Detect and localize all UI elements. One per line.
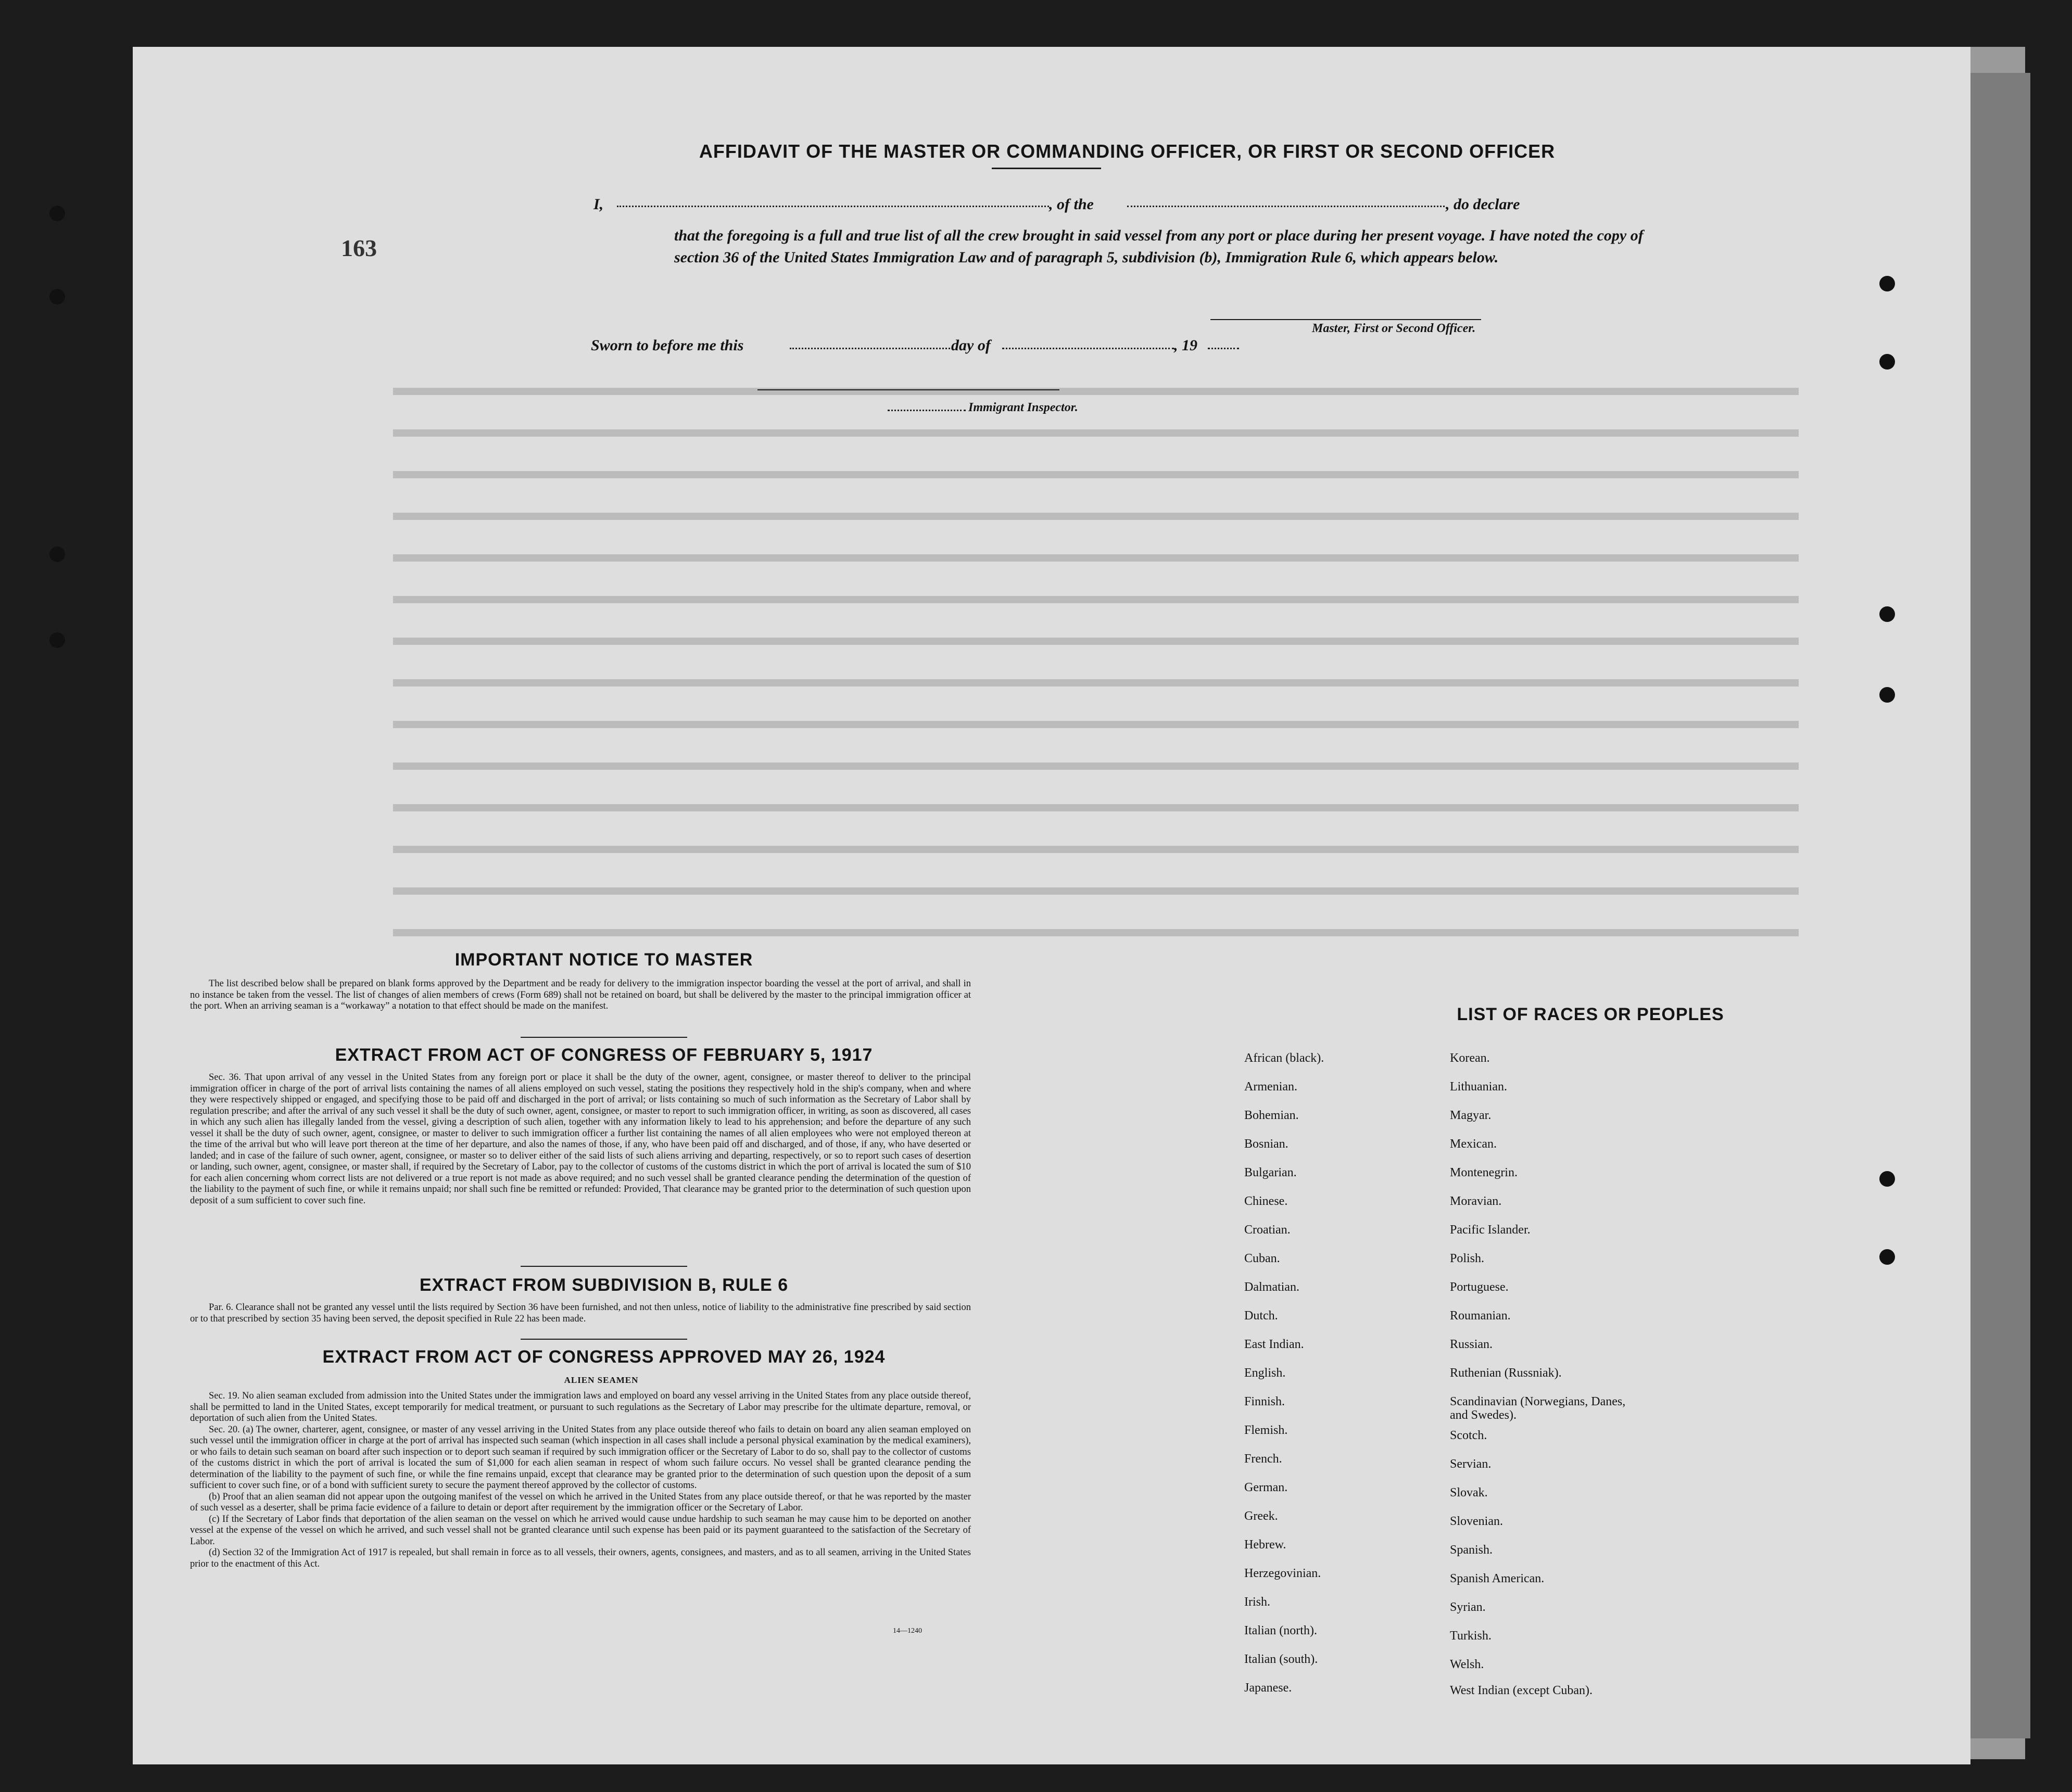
page-number: 163 [341, 235, 377, 261]
binder-hole [1879, 1171, 1895, 1187]
race-item: West Indian (except Cuban). [1450, 1684, 1593, 1697]
race-item: African (black). [1244, 1051, 1324, 1065]
bleed-through [393, 929, 1799, 936]
bleed-through [393, 554, 1799, 562]
day-of-label: day of [951, 337, 991, 354]
race-item: Slovenian. [1450, 1515, 1503, 1528]
divider [521, 1037, 687, 1038]
sec-20c-paragraph: (c) If the Secretary of Labor finds that deportation of the alien seaman on the vessel on which he arrived would cause undue hardship to such seaman he may cause him to be deported on another vessel at the expense of the vessel on which he arrived, and such vessel shall not be granted clearance until such expense has been paid or its payment guaranteed to the satisfaction of the Secretary of Labor. [190, 1514, 971, 1547]
sec-20b-paragraph: (b) Proof that an alien seaman did not appear upon the outgoing manifest of the vessel on which he arrived in the United States from any place outside thereof, or that he was reported by the master of such vessel as a deserter, shall be prima facie evidence of a failure to detain or deport after requirement by the immigration officer or the Secretary of Labor. [190, 1491, 971, 1513]
race-item: German. [1244, 1481, 1288, 1494]
binder-hole [1879, 354, 1895, 370]
race-item: Lithuanian. [1450, 1080, 1507, 1094]
race-item: Polish. [1450, 1252, 1485, 1265]
of-the-label: , of the [1049, 196, 1094, 213]
bleed-through [393, 471, 1799, 478]
extract-rule6-text [190, 1302, 971, 1325]
race-item: Magyar. [1450, 1109, 1492, 1122]
race-item: Armenian. [1244, 1080, 1297, 1094]
extract-1917-text [190, 1072, 971, 1206]
do-declare-label: , do declare [1446, 196, 1520, 213]
race-item: Cuban. [1244, 1252, 1280, 1265]
sec-20a-paragraph: Sec. 20. (a) The owner, charterer, agent, consignee, or master of any vessel arriving in the United States from any place outside thereof who fails to detain on board any alien seaman employed on such vessel until the immigration officer in charge at the port of arrival has inspected such seaman (which inspection in all cases shall include a personal physical examination by the medical examiners), or who fails to detain such seaman on board after such inspection or to deport such seaman if required by such immigration officer or the Secretary of Labor to do so, shall pay to the collector of customs of the customs district in which the port of arrival is located the sum of $1,000 for each alien seaman in respect of whom such failure occurs. No vessel shall be granted clearance pending the determination of the liability to the payment of such fine, or while the fine remains unpaid, except that clearance may be granted prior to the determination of such question upon the deposit of a sum sufficient to cover such fine, or of a bond with sufficient surety to secure the payment thereof approved by the collector of customs. [190, 1424, 971, 1491]
race-item: Portuguese. [1450, 1280, 1509, 1294]
race-item: Slovak. [1450, 1486, 1488, 1499]
master-signature-label: Master, First or Second Officer. [1312, 322, 1476, 335]
divider [521, 1339, 687, 1340]
affidavit-title: AFFIDAVIT OF THE MASTER OR COMMANDING OFFICER, OR FIRST OR SECOND OFFICER [699, 141, 1556, 162]
race-item: Mexican. [1450, 1137, 1497, 1151]
race-item: Italian (north). [1244, 1624, 1317, 1637]
race-item: Flemish. [1244, 1424, 1288, 1437]
bleed-through [393, 887, 1799, 895]
binder-hole [49, 632, 65, 648]
race-item: Moravian. [1450, 1194, 1502, 1208]
bleed-through [393, 513, 1799, 520]
race-item: Finnish. [1244, 1395, 1285, 1408]
bleed-through [393, 429, 1799, 437]
divider [521, 1266, 687, 1267]
inspector-signature-line[interactable] [757, 389, 1059, 390]
race-item: Scandinavian (Norwegians, Danes, and Swedes). [1450, 1395, 1626, 1422]
race-item: Turkish. [1450, 1629, 1492, 1643]
race-item: Spanish American. [1450, 1572, 1545, 1585]
section-36-paragraph: Sec. 36. That upon arrival of any vessel in the United States from any foreign port or place it shall be the duty of the owner, agent, consignee, or master thereof to deliver to the principal immigration officer in charge of the port of arrival lists containing the names of all aliens employed on such vessel, stating the positions they respectively hold in the ship's company, when and where they were respectively shipped or engaged, and specifying those to be paid off and discharged in the port of arrival; or lists containing so much of such information as the Secretary of Labor shall by regulation prescribe; and after the arrival of any such vessel it shall be the duty of such owner, agent, consignee, or master to report to such immigration officer, in writing, as soon as discovered, all cases in which any such alien has illegally landed from the vessel, giving a description of such alien, together with any information likely to lead to his apprehension; and before the departure of any such vessel it shall be the duty of such owner, agent, consignee, or master to deliver to such immigration officer a further list containing the names of all alien employees who were not employed thereon at the time of the arrival but who will leave port thereon at the time of her departure, and also the names of those, if any, who have been paid off and discharged, and of those, if any, who have deserted or landed; and in case of the failure of such owner, agent, consignee, or master so to deliver either of the said lists of such aliens arriving and departing, respectively, or so to report such cases of desertion or landing, such owner, agent, consignee, or master shall, if required by the Secretary of Labor, pay to the collector of customs of the customs district in which the port of arrival is located the sum of $10 for each alien concerning whom correct lists are not delivered or a true report is not made as above required; and no such vessel shall be granted clearance pending the determination of the question of the liability to the payment of such fine, or while it remains unpaid; nor shall such fine be remitted or refunded: Provided, That clearance may be granted prior to the determination of such question upon deposit of a sum sufficient to cover such fine. [190, 1072, 971, 1206]
binder-hole [1879, 1249, 1895, 1265]
race-item: French. [1244, 1452, 1282, 1466]
binder-hole [1879, 606, 1895, 622]
par-6-paragraph: Par. 6. Clearance shall not be granted any vessel until the lists required by Section 36 have been furnished, and not then unless, notice of liability to the administrative fine prescribed by said section or to that prescribed by section 35 having been served, the deposit specified in Rule 22 has been made. [190, 1302, 971, 1324]
race-item: English. [1244, 1366, 1286, 1380]
race-item: Welsh. [1450, 1658, 1484, 1671]
manifest-page [133, 47, 1970, 1764]
race-item: Korean. [1450, 1051, 1490, 1065]
extract-1924-text [190, 1391, 971, 1570]
binder-hole [49, 206, 65, 221]
race-item: Dutch. [1244, 1309, 1278, 1323]
extract-1917-title: EXTRACT FROM ACT OF CONGRESS OF FEBRUARY 5, 1917 [335, 1045, 873, 1065]
sworn-day-blank[interactable] [790, 348, 950, 349]
notice-paragraph: The list described below shall be prepared on blank forms approved by the Department and be ready for delivery to the immigration inspector boarding the vessel at the port of arrival, and shall in no instance be taken from the vessel. The list of changes of alien members of crews (Form 689) shall not be retained on board, but shall be delivered by the master to the principal immigration officer at the port. When an arriving seaman is a “workaway” a notation to that effect should be made on the manifest. [190, 978, 971, 1011]
form-number: 14—1240 [893, 1627, 922, 1635]
bleed-through [393, 388, 1799, 395]
binder-hole [1879, 687, 1895, 703]
race-item: Roumanian. [1450, 1309, 1511, 1323]
race-item: Syrian. [1450, 1600, 1486, 1614]
race-item: Spanish. [1450, 1543, 1493, 1557]
race-item: Bosnian. [1244, 1137, 1288, 1151]
race-item: Greek. [1244, 1509, 1278, 1523]
bleed-through [393, 846, 1799, 853]
binder-hole [49, 547, 65, 562]
i-label: I, [593, 196, 604, 213]
race-item: Pacific Islander. [1450, 1223, 1531, 1237]
notice-text [190, 978, 971, 1012]
race-item: Scotch. [1450, 1429, 1487, 1442]
affidavit-text: that the foregoing is a full and true list of all the crew brought in said vessel from any port or place during her present voyage. I have noted the copy of section 36 of the United States Immigration Law and of paragraph 5, subdivision (b), Immigration Rule 6, which appears below. [674, 227, 1644, 266]
race-item: Bohemian. [1244, 1109, 1299, 1122]
sec-20d-paragraph: (d) Section 32 of the Immigration Act of 1917 is repealed, but shall remain in force as to all vessels, their owners, agents, consignees, and masters, and as to all seamen, arriving in the United States prior to the enactment of this Act. [190, 1547, 971, 1569]
race-item: Croatian. [1244, 1223, 1291, 1237]
race-item: Servian. [1450, 1457, 1492, 1471]
races-left-column [1244, 1051, 1442, 1707]
races-title: LIST OF RACES OR PEOPLES [1457, 1005, 1724, 1024]
inspector-label: Immigrant Inspector. [968, 401, 1078, 414]
divider [992, 168, 1101, 169]
bleed-through [393, 679, 1799, 687]
race-item: Bulgarian. [1244, 1166, 1297, 1179]
bleed-through [393, 596, 1799, 603]
binder-hole [49, 289, 65, 304]
race-item: Herzegovinian. [1244, 1567, 1321, 1580]
extract-1924-title: EXTRACT FROM ACT OF CONGRESS APPROVED MAY 26, 1924 [322, 1347, 886, 1367]
bleed-through [393, 804, 1799, 811]
race-item: Russian. [1450, 1338, 1493, 1351]
race-item: Japanese. [1244, 1681, 1292, 1695]
alien-seamen-subtitle: ALIEN SEAMEN [564, 1375, 639, 1385]
notice-title: IMPORTANT NOTICE TO MASTER [454, 950, 753, 970]
sworn-label: Sworn to before me this [591, 337, 744, 354]
race-item: East Indian. [1244, 1338, 1304, 1351]
bleed-through [393, 762, 1799, 770]
binder-hole [1879, 276, 1895, 291]
race-item: Hebrew. [1244, 1538, 1286, 1552]
race-item: Dalmatian. [1244, 1280, 1299, 1294]
sworn-year-blank[interactable] [1208, 348, 1239, 349]
year-label: , 19 [1174, 337, 1197, 354]
master-signature-line[interactable] [1210, 319, 1481, 320]
extract-rule6-title: EXTRACT FROM SUBDIVISION B, RULE 6 [419, 1275, 789, 1295]
inspector-blank[interactable] [888, 410, 966, 411]
bleed-through [393, 721, 1799, 728]
sec-19-paragraph: Sec. 19. No alien seaman excluded from admission into the United States under the immigration laws and employed on board any vessel arriving in the United States from any place outside thereof, shall be permitted to land in the United States, except temporarily for medical treatment, or pursuant to such regulations as the Secretary of Labor may prescribe for the ultimate departure, removal, or deportation of such alien from the United States. [190, 1391, 971, 1424]
race-item: Irish. [1244, 1595, 1270, 1609]
race-item: Ruthenian (Russniak). [1450, 1366, 1562, 1380]
race-item: Chinese. [1244, 1194, 1288, 1208]
race-item: Italian (south). [1244, 1653, 1318, 1666]
race-item: Montenegrin. [1450, 1166, 1518, 1179]
sworn-month-blank[interactable] [1002, 348, 1174, 349]
races-right-column [1450, 1051, 1689, 1707]
bleed-through [393, 638, 1799, 645]
